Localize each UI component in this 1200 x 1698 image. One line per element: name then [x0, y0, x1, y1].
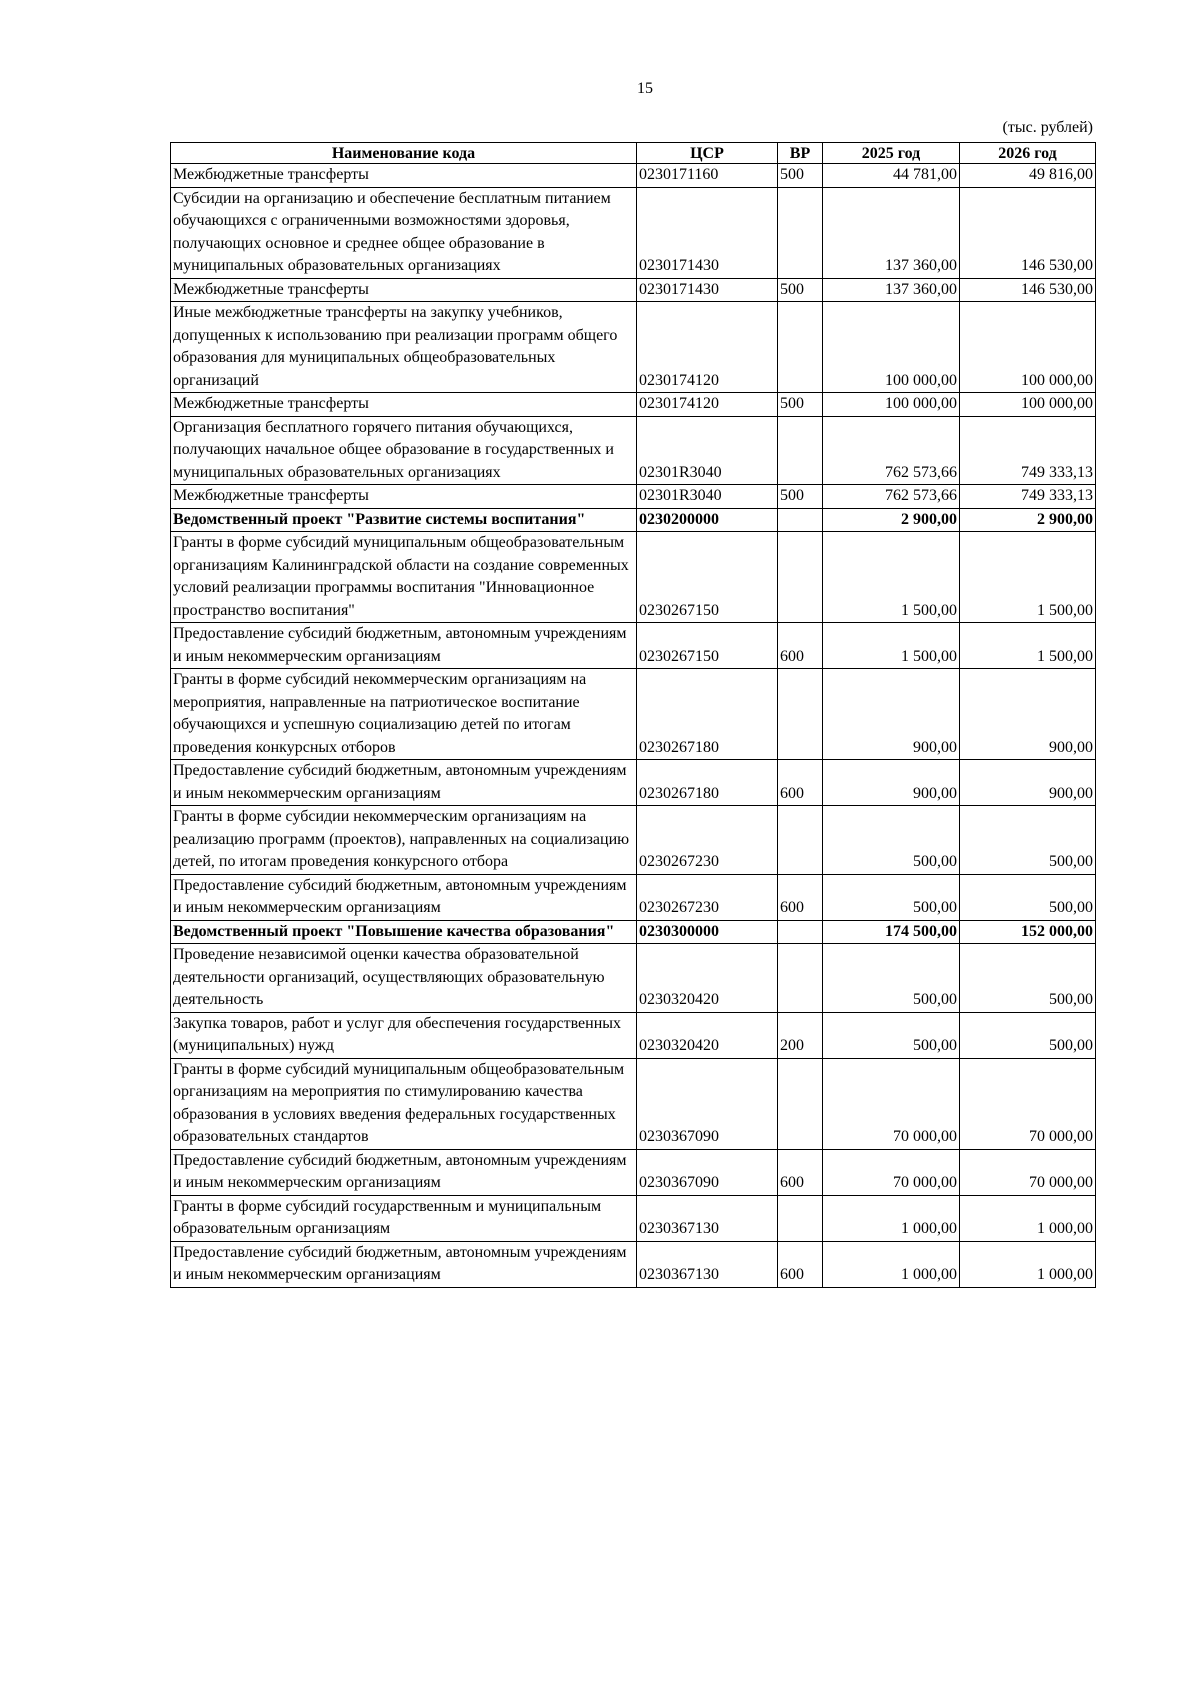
- table-row: [171, 623, 1096, 669]
- cell-csr: 0230267150: [637, 532, 778, 623]
- cell-2026: 1 500,00: [960, 532, 1096, 623]
- cell-vr: [778, 806, 823, 875]
- cell-name: Гранты в форме субсидий некоммерческим организациям на мероприятия, направленные на патриотическое воспитание обучающихся и успешную социализацию детей по итогам проведения конкурсных отборов: [171, 669, 637, 760]
- cell-2025: 2 900,00: [823, 508, 960, 532]
- cell-2025: 1 500,00: [823, 623, 960, 669]
- cell-2026: 1 000,00: [960, 1195, 1096, 1241]
- table-row: [171, 920, 1096, 944]
- cell-vr: [778, 920, 823, 944]
- cell-vr: [778, 944, 823, 1013]
- cell-2025: 500,00: [823, 874, 960, 920]
- cell-vr: [778, 416, 823, 485]
- cell-name: Предоставление субсидий бюджетным, автономным учреждениям и иным некоммерческим организациям: [171, 760, 637, 806]
- cell-vr: 500: [778, 485, 823, 509]
- cell-csr: 0230300000: [637, 920, 778, 944]
- cell-2026: 749 333,13: [960, 485, 1096, 509]
- cell-name: Гранты в форме субсидий муниципальным общеобразовательным организациям на мероприятия по стимулированию качества образования в условиях введения федеральных государственных образовательных стандартов: [171, 1058, 637, 1149]
- cell-csr: 0230174120: [637, 393, 778, 417]
- cell-name: Ведомственный проект "Повышение качества образования": [171, 920, 637, 944]
- table-row: [171, 393, 1096, 417]
- cell-2025: 500,00: [823, 1012, 960, 1058]
- cell-name: Гранты в форме субсидии некоммерческим организациям на реализацию программ (проектов), направленных на социализацию детей, по итогам проведения конкурсного отбора: [171, 806, 637, 875]
- cell-2026: 500,00: [960, 874, 1096, 920]
- cell-csr: 0230171430: [637, 278, 778, 302]
- cell-csr: 0230267230: [637, 874, 778, 920]
- header-vr: ВР: [778, 143, 823, 164]
- cell-2026: 500,00: [960, 1012, 1096, 1058]
- cell-2026: 1 500,00: [960, 623, 1096, 669]
- cell-2025: 762 573,66: [823, 485, 960, 509]
- cell-vr: 600: [778, 874, 823, 920]
- cell-vr: 500: [778, 393, 823, 417]
- cell-csr: 0230367090: [637, 1058, 778, 1149]
- cell-2025: 100 000,00: [823, 393, 960, 417]
- cell-vr: [778, 669, 823, 760]
- cell-name: Межбюджетные трансферты: [171, 278, 637, 302]
- cell-name: Межбюджетные трансферты: [171, 485, 637, 509]
- header-2025: 2025 год: [823, 143, 960, 164]
- cell-csr: 0230267230: [637, 806, 778, 875]
- cell-name: Проведение независимой оценки качества образовательной деятельности организаций, осуществляющих образовательную деятельность: [171, 944, 637, 1013]
- table-row: [171, 1058, 1096, 1149]
- units-label: (тыс. рублей): [1002, 119, 1093, 136]
- cell-2025: 900,00: [823, 760, 960, 806]
- cell-vr: 500: [778, 278, 823, 302]
- cell-csr: 0230367090: [637, 1149, 778, 1195]
- page-number: 15: [637, 80, 653, 97]
- cell-2025: 137 360,00: [823, 278, 960, 302]
- cell-csr: 0230367130: [637, 1195, 778, 1241]
- cell-csr: 02301R3040: [637, 485, 778, 509]
- cell-2025: 900,00: [823, 669, 960, 760]
- cell-name: Ведомственный проект "Развитие системы воспитания": [171, 508, 637, 532]
- cell-2026: 152 000,00: [960, 920, 1096, 944]
- cell-name: Предоставление субсидий бюджетным, автономным учреждениям и иным некоммерческим организациям: [171, 623, 637, 669]
- cell-2026: 70 000,00: [960, 1058, 1096, 1149]
- cell-vr: [778, 1058, 823, 1149]
- table-row: [171, 1012, 1096, 1058]
- cell-vr: 600: [778, 1241, 823, 1287]
- cell-csr: 0230367130: [637, 1241, 778, 1287]
- cell-2025: 174 500,00: [823, 920, 960, 944]
- cell-2025: 100 000,00: [823, 302, 960, 393]
- cell-2026: 100 000,00: [960, 302, 1096, 393]
- cell-name: Предоставление субсидий бюджетным, автономным учреждениям и иным некоммерческим организациям: [171, 874, 637, 920]
- cell-vr: [778, 1195, 823, 1241]
- table-row: [171, 302, 1096, 393]
- cell-2025: 44 781,00: [823, 164, 960, 188]
- cell-csr: 0230320420: [637, 1012, 778, 1058]
- table-row: [171, 944, 1096, 1013]
- cell-vr: 600: [778, 760, 823, 806]
- cell-vr: 600: [778, 623, 823, 669]
- cell-csr: 0230267180: [637, 760, 778, 806]
- table-row: [171, 874, 1096, 920]
- cell-name: Субсидии на организацию и обеспечение бесплатным питанием обучающихся с ограниченными возможностями здоровья, получающих основное и среднее общее образование в муниципальных образовательных организациях: [171, 187, 637, 278]
- cell-2026: 900,00: [960, 760, 1096, 806]
- cell-2025: 762 573,66: [823, 416, 960, 485]
- cell-2025: 500,00: [823, 806, 960, 875]
- cell-vr: [778, 302, 823, 393]
- table-row: [171, 485, 1096, 509]
- cell-csr: 0230267150: [637, 623, 778, 669]
- table-row: [171, 278, 1096, 302]
- cell-vr: 500: [778, 164, 823, 188]
- table-body: [171, 164, 1096, 1288]
- table-row: [171, 532, 1096, 623]
- cell-2025: 1 500,00: [823, 532, 960, 623]
- cell-2026: 749 333,13: [960, 416, 1096, 485]
- cell-csr: 0230171430: [637, 187, 778, 278]
- cell-name: Закупка товаров, работ и услуг для обеспечения государственных (муниципальных) нужд: [171, 1012, 637, 1058]
- cell-vr: 600: [778, 1149, 823, 1195]
- table-row: [171, 187, 1096, 278]
- cell-vr: [778, 187, 823, 278]
- table-row: [171, 669, 1096, 760]
- table-row: [171, 508, 1096, 532]
- cell-vr: 200: [778, 1012, 823, 1058]
- table-row: [171, 416, 1096, 485]
- cell-2026: 70 000,00: [960, 1149, 1096, 1195]
- cell-vr: [778, 508, 823, 532]
- cell-csr: 02301R3040: [637, 416, 778, 485]
- cell-csr: 0230267180: [637, 669, 778, 760]
- cell-csr: 0230320420: [637, 944, 778, 1013]
- cell-name: Межбюджетные трансферты: [171, 164, 637, 188]
- cell-vr: [778, 532, 823, 623]
- cell-name: Организация бесплатного горячего питания обучающихся, получающих начальное общее образование в государственных и муниципальных образовательных организациях: [171, 416, 637, 485]
- table-row: [171, 1149, 1096, 1195]
- table-row: [171, 760, 1096, 806]
- cell-name: Предоставление субсидий бюджетным, автономным учреждениям и иным некоммерческим организациям: [171, 1149, 637, 1195]
- cell-2026: 900,00: [960, 669, 1096, 760]
- cell-name: Межбюджетные трансферты: [171, 393, 637, 417]
- cell-2025: 70 000,00: [823, 1149, 960, 1195]
- budget-table: [170, 142, 1096, 1288]
- cell-2025: 1 000,00: [823, 1195, 960, 1241]
- cell-2026: 500,00: [960, 944, 1096, 1013]
- table-row: [171, 1195, 1096, 1241]
- cell-csr: 0230200000: [637, 508, 778, 532]
- table-header-row: [171, 143, 1096, 164]
- cell-2026: 500,00: [960, 806, 1096, 875]
- cell-2026: 146 530,00: [960, 278, 1096, 302]
- header-name: Наименование кода: [171, 143, 637, 164]
- table-row: [171, 806, 1096, 875]
- cell-csr: 0230171160: [637, 164, 778, 188]
- cell-name: Гранты в форме субсидий муниципальным общеобразовательным организациям Калининградской области на создание современных условий реализации программы воспитания "Инновационное пространство воспитания": [171, 532, 637, 623]
- table-row: [171, 1241, 1096, 1287]
- cell-2026: 1 000,00: [960, 1241, 1096, 1287]
- cell-2026: 146 530,00: [960, 187, 1096, 278]
- cell-name: Предоставление субсидий бюджетным, автономным учреждениям и иным некоммерческим организациям: [171, 1241, 637, 1287]
- header-2026: 2026 год: [960, 143, 1096, 164]
- cell-2026: 100 000,00: [960, 393, 1096, 417]
- table-row: [171, 164, 1096, 188]
- cell-name: Иные межбюджетные трансферты на закупку учебников, допущенных к использованию при реализации программ общего образования для муниципальных общеобразовательных организаций: [171, 302, 637, 393]
- header-csr: ЦСР: [637, 143, 778, 164]
- cell-2025: 1 000,00: [823, 1241, 960, 1287]
- cell-2025: 70 000,00: [823, 1058, 960, 1149]
- cell-csr: 0230174120: [637, 302, 778, 393]
- cell-name: Гранты в форме субсидий государственным и муниципальным образовательным организациям: [171, 1195, 637, 1241]
- cell-2025: 137 360,00: [823, 187, 960, 278]
- cell-2026: 49 816,00: [960, 164, 1096, 188]
- cell-2026: 2 900,00: [960, 508, 1096, 532]
- cell-2025: 500,00: [823, 944, 960, 1013]
